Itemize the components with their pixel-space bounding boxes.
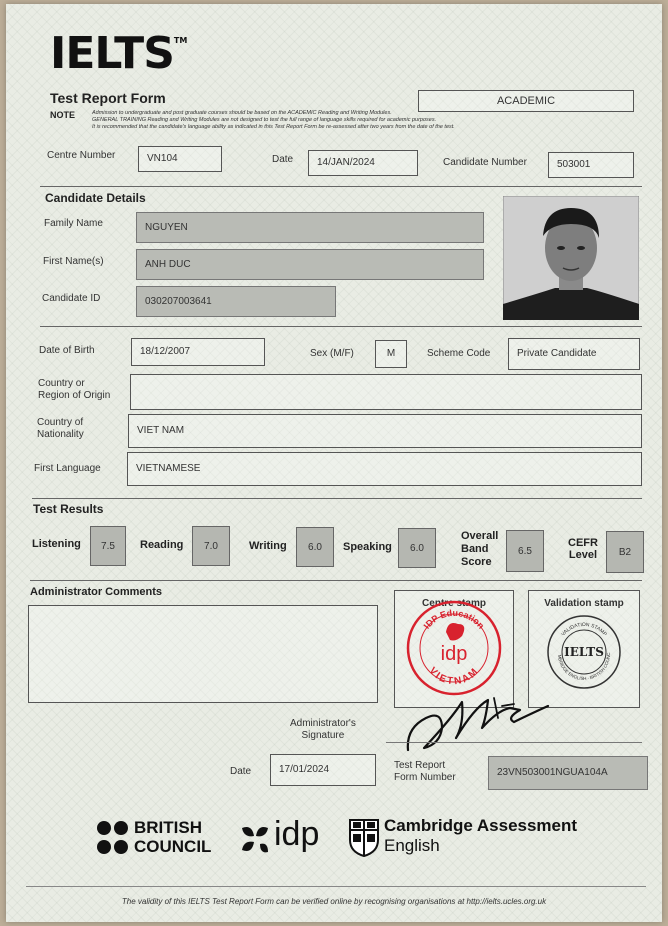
candidate-details-header: Candidate Details	[45, 191, 146, 205]
svg-text:IDP Education: IDP Education	[421, 607, 487, 631]
administrator-signature-label: Administrator's Signature	[290, 718, 356, 741]
first-name-value: ANH DUC	[136, 249, 484, 280]
speaking-label: Speaking	[343, 541, 392, 553]
centre-number-label: Centre Number	[47, 150, 116, 161]
candidate-number-value: 503001	[548, 152, 634, 178]
idp-centre-stamp	[404, 598, 504, 698]
trf-number-value: 23VN503001NGUA104A	[488, 756, 648, 790]
admin-date-value: 17/01/2024	[270, 754, 376, 786]
overall-band-label: Overall Band Score	[461, 530, 499, 568]
reading-label: Reading	[140, 539, 184, 551]
validity-footer: The validity of this IELTS Test Report Form can be verified online by recognising organisations at http://ielts.ucles.org.uk	[121, 897, 547, 906]
ielts-logo: IELTS™	[50, 28, 188, 79]
divider	[30, 580, 642, 581]
candidate-photo	[503, 196, 639, 320]
dob-label: Date of Birth	[39, 345, 95, 356]
nationality-label: Country of Nationality	[37, 417, 84, 440]
test-report-form	[6, 4, 662, 922]
writing-score: 6.0	[296, 527, 334, 567]
country-origin-value	[130, 374, 642, 410]
british-council-dots-icon	[96, 820, 130, 856]
test-date-value: 14/JAN/2024	[308, 150, 418, 176]
country-origin-label: Country or Region of Origin	[38, 378, 111, 401]
note-label: NOTE	[50, 110, 76, 120]
signature-line	[386, 742, 642, 743]
first-language-label: First Language	[34, 463, 101, 474]
test-results-header: Test Results	[33, 502, 104, 516]
candidate-id-value: 030207003641	[136, 286, 336, 317]
cambridge-logo: Cambridge Assessment English	[384, 816, 578, 855]
svg-text:VALIDATION STAMP: VALIDATION STAMP	[560, 621, 608, 638]
candidate-number-label: Candidate Number	[443, 157, 527, 168]
centre-stamp-label: Centre stamp	[422, 598, 486, 609]
divider	[26, 886, 646, 887]
british-council-logo: BRITISH COUNCIL	[134, 818, 212, 856]
module-box: ACADEMIC	[418, 90, 634, 112]
administrator-comments-label: Administrator Comments	[30, 586, 163, 598]
administrator-comments-box	[28, 605, 378, 703]
svg-text:CAMBRIDGE ENGLISH · BRITISH CO: MBRIDGE ENGLISH · BRITISH COUNC	[556, 652, 612, 682]
date-label: Date	[272, 154, 294, 165]
listening-label: Listening	[32, 538, 81, 550]
writing-label: Writing	[249, 540, 287, 552]
administrator-signature	[402, 688, 552, 758]
centre-number-value: VN104	[138, 146, 222, 172]
scheme-code-value: Private Candidate	[508, 338, 640, 370]
note-text: Admission to undergraduate and post graduate courses should be based on the ACADEMIC Reading and Writing Modules. GENERAL TRAINING Reading and Writing Modules are not designed to test the full range of language skills required for academic purposes. It is recommended that the candidate's language ability as indicated in this Test Report Form be re-assessed after two years from the date of the test.	[92, 110, 455, 130]
scheme-code-label: Scheme Code	[427, 348, 491, 359]
validation-stamp-seal	[546, 614, 622, 690]
idp-logo-text: idp	[274, 815, 320, 853]
first-language-value: VIETNAMESE	[127, 452, 642, 486]
validation-stamp-label: Validation stamp	[544, 598, 624, 609]
divider	[40, 326, 642, 327]
cefr-level-label: CEFR Level	[568, 537, 598, 561]
svg-text:idp: idp	[440, 643, 468, 665]
sex-label: Sex (M/F)	[310, 348, 354, 359]
speaking-score: 6.0	[398, 528, 436, 568]
divider	[40, 186, 642, 187]
trf-number-label: Test Report Form Number	[394, 760, 456, 783]
nationality-value: VIET NAM	[128, 414, 642, 448]
svg-text:IELTS: IELTS	[564, 645, 604, 659]
reading-score: 7.0	[192, 526, 230, 566]
form-title: Test Report Form	[50, 90, 166, 106]
divider	[32, 498, 642, 499]
svg-text:VIETNAM: VIETNAM	[426, 665, 482, 688]
cambridge-shield-icon	[348, 818, 380, 858]
overall-band-score: 6.5	[506, 530, 544, 572]
dob-value: 18/12/2007	[131, 338, 265, 366]
first-name-label: First Name(s)	[43, 256, 104, 267]
family-name-label: Family Name	[44, 218, 103, 229]
listening-score: 7.5	[90, 526, 126, 566]
idp-logo-icon	[238, 822, 272, 856]
sex-value: M	[375, 340, 407, 368]
candidate-id-label: Candidate ID	[42, 293, 101, 304]
admin-date-label: Date	[230, 766, 252, 777]
family-name-value: NGUYEN	[136, 212, 484, 243]
cefr-level-score: B2	[606, 531, 644, 573]
